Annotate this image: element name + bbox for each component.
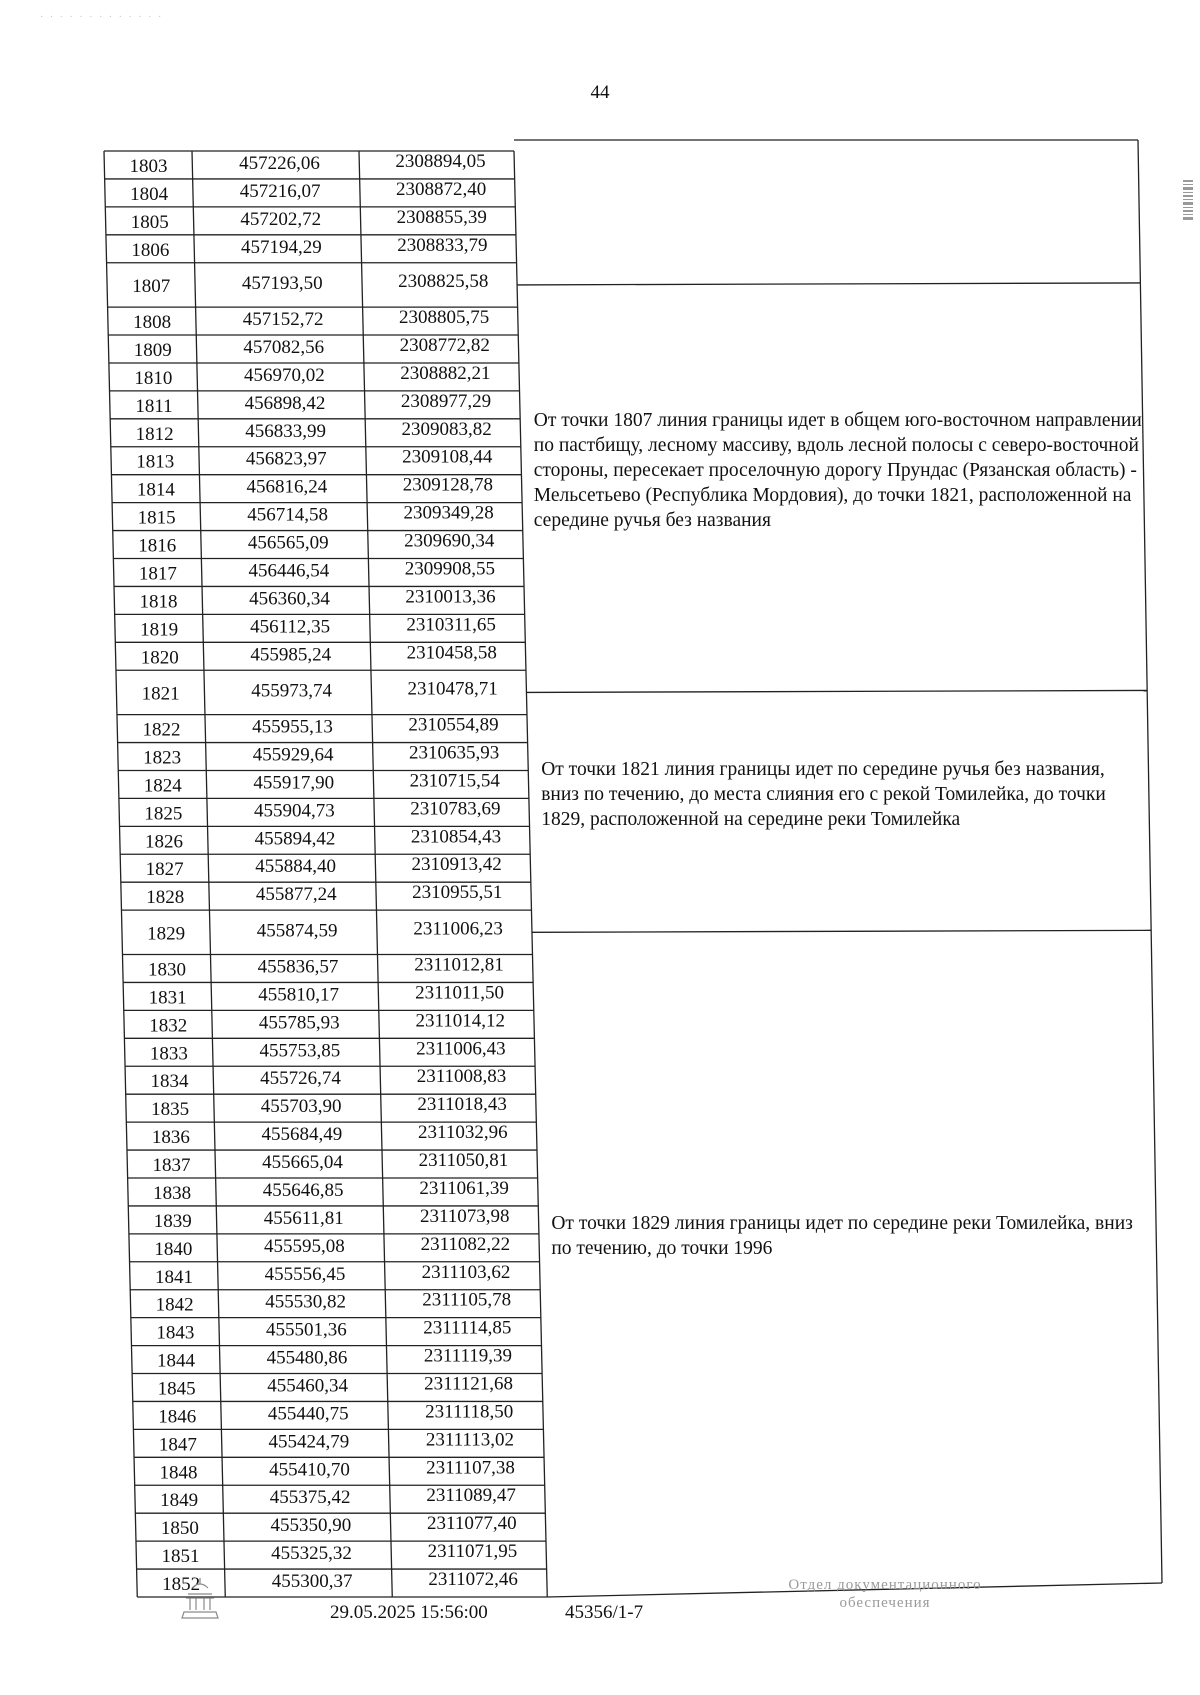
y-coordinate-cell: 2310458,58 xyxy=(406,642,497,664)
x-coordinate-cell: 455929,64 xyxy=(252,744,334,766)
y-coordinate-cell: 2310013,36 xyxy=(405,586,496,608)
y-coordinate-cell: 2310554,89 xyxy=(408,714,499,736)
point-number-cell: 1811 xyxy=(135,395,173,417)
point-number-cell: 1850 xyxy=(160,1518,199,1540)
point-number-cell: 1810 xyxy=(134,367,173,389)
description-divider xyxy=(526,690,1147,692)
y-coordinate-cell: 2308882,21 xyxy=(400,362,491,384)
y-coordinate-cell: 2311050,81 xyxy=(418,1150,509,1172)
y-coordinate-cell: 2309349,28 xyxy=(403,502,494,524)
x-coordinate-cell: 457194,29 xyxy=(241,236,322,258)
x-coordinate-cell: 455375,42 xyxy=(269,1487,351,1509)
y-coordinate-cell: 2311121,68 xyxy=(424,1373,514,1395)
x-coordinate-cell: 455440,75 xyxy=(267,1403,349,1425)
boundary-description-1821-1829: От точки 1821 линия границы идет по середине ручья без названия, вниз по течению, до места слияния его с рекой Томилейка, до точки 1829, расположенной на середине реки Томилейка xyxy=(541,758,1106,830)
y-coordinate-cell: 2308894,05 xyxy=(395,150,486,172)
boundary-description-1829-1996: От точки 1829 линия границы идет по середине реки Томилейка, вниз по течению, до точки 1996 xyxy=(551,1212,1133,1259)
department-stamp-line1: Отдел документационного xyxy=(788,1577,982,1593)
point-number-cell: 1834 xyxy=(150,1071,189,1093)
x-coordinate-cell: 456816,24 xyxy=(246,476,328,498)
y-coordinate-cell: 2310311,65 xyxy=(406,614,496,636)
point-number-cell: 1847 xyxy=(158,1434,197,1456)
y-coordinate-cell: 2311018,43 xyxy=(417,1094,507,1116)
x-coordinate-cell: 455410,70 xyxy=(269,1459,350,1481)
y-coordinate-cell: 2311011,50 xyxy=(415,982,505,1004)
x-coordinate-cell: 455703,90 xyxy=(260,1096,342,1118)
x-coordinate-cell: 457082,56 xyxy=(243,336,325,358)
y-coordinate-cell: 2308772,82 xyxy=(399,334,490,356)
point-number-cell: 1827 xyxy=(145,859,184,881)
point-number-cell: 1826 xyxy=(145,831,184,853)
y-coordinate-cell: 2308805,75 xyxy=(398,307,490,329)
y-coordinate-cell: 2310715,54 xyxy=(409,770,500,792)
y-coordinate-cell: 2311072,46 xyxy=(428,1569,518,1591)
point-number-cell: 1820 xyxy=(140,647,179,669)
x-coordinate-cell: 456970,02 xyxy=(243,364,325,386)
department-stamp-line2: обеспечения xyxy=(839,1595,931,1611)
x-coordinate-cell: 455300,37 xyxy=(271,1571,353,1593)
y-coordinate-cell: 2311114,85 xyxy=(423,1317,512,1339)
column-border xyxy=(192,151,225,1597)
point-number-cell: 1849 xyxy=(160,1490,199,1512)
point-number-cell: 1824 xyxy=(143,775,182,797)
y-coordinate-cell: 2310635,93 xyxy=(408,742,500,764)
y-coordinate-cell: 2308977,29 xyxy=(400,390,492,412)
y-coordinate-cell: 2310955,51 xyxy=(412,882,503,904)
x-coordinate-cell: 455325,32 xyxy=(271,1543,352,1565)
point-number-cell: 1805 xyxy=(130,211,169,233)
x-coordinate-cell: 455501,36 xyxy=(265,1319,347,1341)
y-coordinate-cell: 2311073,98 xyxy=(419,1205,510,1227)
x-coordinate-cell: 457226,06 xyxy=(239,152,320,174)
point-number-cell: 1836 xyxy=(151,1127,190,1149)
description-divider xyxy=(532,930,1151,932)
point-number-cell: 1806 xyxy=(131,239,170,261)
y-coordinate-cell: 2311006,43 xyxy=(416,1038,506,1060)
y-coordinate-cell: 2311105,78 xyxy=(422,1289,512,1311)
point-number-cell: 1818 xyxy=(139,591,178,613)
point-number-cell: 1803 xyxy=(129,155,168,177)
x-coordinate-cell: 457202,72 xyxy=(240,208,322,230)
x-coordinate-cell: 455684,49 xyxy=(261,1124,343,1146)
point-number-cell: 1812 xyxy=(135,423,174,445)
x-coordinate-cell: 455350,90 xyxy=(270,1515,352,1537)
y-coordinate-cell: 2311014,12 xyxy=(415,1010,506,1032)
y-coordinate-cell: 2310854,43 xyxy=(410,826,502,848)
barcode-mark-icon xyxy=(1183,180,1193,222)
point-number-cell: 1808 xyxy=(133,312,172,334)
point-number-cell: 1815 xyxy=(137,507,176,529)
x-coordinate-cell: 455556,45 xyxy=(264,1263,346,1285)
y-coordinate-cell: 2311113,02 xyxy=(425,1429,514,1451)
point-number-cell: 1852 xyxy=(162,1574,201,1596)
point-number-cell: 1822 xyxy=(142,719,181,741)
footer-doc-code: 45356/1-7 xyxy=(565,1602,644,1623)
y-coordinate-cell: 2309908,55 xyxy=(404,558,495,580)
point-number-cell: 1839 xyxy=(153,1210,192,1232)
point-number-cell: 1816 xyxy=(138,535,177,557)
x-coordinate-cell: 455877,24 xyxy=(255,884,337,906)
y-coordinate-cell: 2311071,95 xyxy=(427,1541,518,1563)
x-coordinate-cell: 456898,42 xyxy=(244,392,326,414)
point-number-cell: 1843 xyxy=(156,1322,195,1344)
point-number-cell: 1804 xyxy=(130,183,169,205)
x-coordinate-cell: 455665,04 xyxy=(262,1152,343,1174)
x-coordinate-cell: 455904,73 xyxy=(253,800,335,822)
y-coordinate-cell: 2311082,22 xyxy=(420,1233,511,1255)
table-right-border xyxy=(1138,140,1162,1583)
point-number-cell: 1837 xyxy=(152,1155,191,1177)
boundary-description-1807-1821: От точки 1807 линия границы идет в общем юго-восточном направлении по пастбищу, лесному массиву, вдоль лесной полосы с северо-восточной стороны, пересекает проселочную дорогу Прундас (Рязанская область) - Мельсетьево (Республика Мордовия), до точки 1821, расположенной на середине ручья без названия xyxy=(533,410,1142,532)
point-number-cell: 1845 xyxy=(157,1378,196,1400)
emblem-icon xyxy=(178,1576,222,1622)
y-coordinate-cell: 2311006,23 xyxy=(413,918,503,940)
y-coordinate-cell: 2309083,82 xyxy=(401,418,492,440)
x-coordinate-cell: 455985,24 xyxy=(250,644,332,666)
point-number-cell: 1828 xyxy=(146,887,185,909)
x-coordinate-cell: 455424,79 xyxy=(268,1431,350,1453)
x-coordinate-cell: 455836,57 xyxy=(257,956,339,978)
x-coordinate-cell: 455917,90 xyxy=(253,772,335,794)
point-number-cell: 1842 xyxy=(155,1294,194,1316)
x-coordinate-cell: 455894,42 xyxy=(254,828,336,850)
point-number-cell: 1851 xyxy=(161,1546,200,1568)
x-coordinate-cell: 455595,08 xyxy=(264,1235,345,1257)
point-number-cell: 1823 xyxy=(143,747,182,769)
x-coordinate-cell: 456565,09 xyxy=(247,532,329,554)
x-coordinate-cell: 456360,34 xyxy=(249,588,330,610)
x-coordinate-cell: 455884,40 xyxy=(255,856,337,878)
x-coordinate-cell: 456112,35 xyxy=(250,616,331,638)
point-number-cell: 1835 xyxy=(151,1099,190,1121)
point-number-cell: 1809 xyxy=(133,339,172,361)
point-number-cell: 1819 xyxy=(140,619,179,641)
department-stamp xyxy=(735,1576,1035,1612)
point-number-cell: 1813 xyxy=(136,451,175,473)
x-coordinate-cell: 455726,74 xyxy=(260,1068,341,1090)
x-coordinate-cell: 455753,85 xyxy=(259,1040,341,1062)
point-number-cell: 1844 xyxy=(156,1350,195,1372)
y-coordinate-cell: 2311089,47 xyxy=(426,1485,516,1507)
y-coordinate-cell: 2311012,81 xyxy=(414,954,504,976)
x-coordinate-cell: 456714,58 xyxy=(247,504,328,526)
point-number-cell: 1833 xyxy=(149,1043,188,1065)
column-border xyxy=(104,151,137,1597)
x-coordinate-cell: 455874,59 xyxy=(256,920,338,942)
y-coordinate-cell: 2311103,62 xyxy=(421,1261,511,1283)
point-number-cell: 1838 xyxy=(153,1182,192,1204)
y-coordinate-cell: 2310913,42 xyxy=(411,854,502,876)
x-coordinate-cell: 456823,97 xyxy=(245,448,327,470)
point-number-cell: 1814 xyxy=(136,479,175,501)
page-number: 44 xyxy=(590,82,610,103)
y-coordinate-cell: 2311107,38 xyxy=(426,1457,515,1479)
y-coordinate-cell: 2309128,78 xyxy=(402,474,494,496)
point-number-cell: 1829 xyxy=(147,923,186,945)
point-number-cell: 1807 xyxy=(132,275,171,297)
point-number-cell: 1846 xyxy=(158,1406,197,1428)
x-coordinate-cell: 455480,86 xyxy=(266,1347,348,1369)
x-coordinate-cell: 456833,99 xyxy=(245,420,327,442)
point-number-cell: 1817 xyxy=(138,563,177,585)
point-number-cell: 1821 xyxy=(141,683,180,705)
y-coordinate-cell: 2311008,83 xyxy=(416,1066,507,1088)
description-divider xyxy=(517,283,1140,285)
y-coordinate-cell: 2309690,34 xyxy=(404,530,495,552)
point-number-cell: 1832 xyxy=(149,1015,188,1037)
y-coordinate-cell: 2311119,39 xyxy=(423,1345,513,1367)
y-coordinate-cell: 2309108,44 xyxy=(402,446,493,468)
x-coordinate-cell: 455955,13 xyxy=(252,716,333,738)
y-coordinate-cell: 2310478,71 xyxy=(407,678,498,700)
x-coordinate-cell: 455785,93 xyxy=(258,1012,340,1034)
column-border xyxy=(514,151,547,1597)
x-coordinate-cell: 455810,17 xyxy=(258,984,339,1006)
y-coordinate-cell: 2308872,40 xyxy=(395,178,487,200)
column-border xyxy=(359,151,392,1597)
point-number-cell: 1825 xyxy=(144,803,183,825)
y-coordinate-cell: 2308825,58 xyxy=(398,270,489,292)
x-coordinate-cell: 457216,07 xyxy=(239,180,321,202)
x-coordinate-cell: 455973,74 xyxy=(251,680,332,702)
y-coordinate-cell: 2311032,96 xyxy=(418,1122,508,1144)
point-number-cell: 1831 xyxy=(148,987,187,1009)
y-coordinate-cell: 2310783,69 xyxy=(410,798,501,820)
point-number-cell: 1830 xyxy=(147,959,186,981)
x-coordinate-cell: 457152,72 xyxy=(242,309,324,331)
x-coordinate-cell: 457193,50 xyxy=(241,272,323,294)
x-coordinate-cell: 455646,85 xyxy=(262,1179,344,1201)
point-number-cell: 1841 xyxy=(155,1266,194,1288)
x-coordinate-cell: 455611,81 xyxy=(263,1207,344,1229)
y-coordinate-cell: 2311077,40 xyxy=(427,1513,517,1535)
point-number-cell: 1848 xyxy=(159,1462,198,1484)
x-coordinate-cell: 456446,54 xyxy=(248,560,330,582)
y-coordinate-cell: 2311061,39 xyxy=(419,1177,509,1199)
footer-datetime: 29.05.2025 15:56:00 xyxy=(330,1602,488,1623)
y-coordinate-cell: 2311118,50 xyxy=(425,1401,514,1423)
x-coordinate-cell: 455530,82 xyxy=(265,1291,347,1313)
x-coordinate-cell: 455460,34 xyxy=(267,1375,348,1397)
y-coordinate-cell: 2308833,79 xyxy=(397,234,488,256)
y-coordinate-cell: 2308855,39 xyxy=(396,206,487,228)
scan-artifact: · · · · · · · · · · · · · xyxy=(40,12,164,23)
point-number-cell: 1840 xyxy=(154,1238,193,1260)
